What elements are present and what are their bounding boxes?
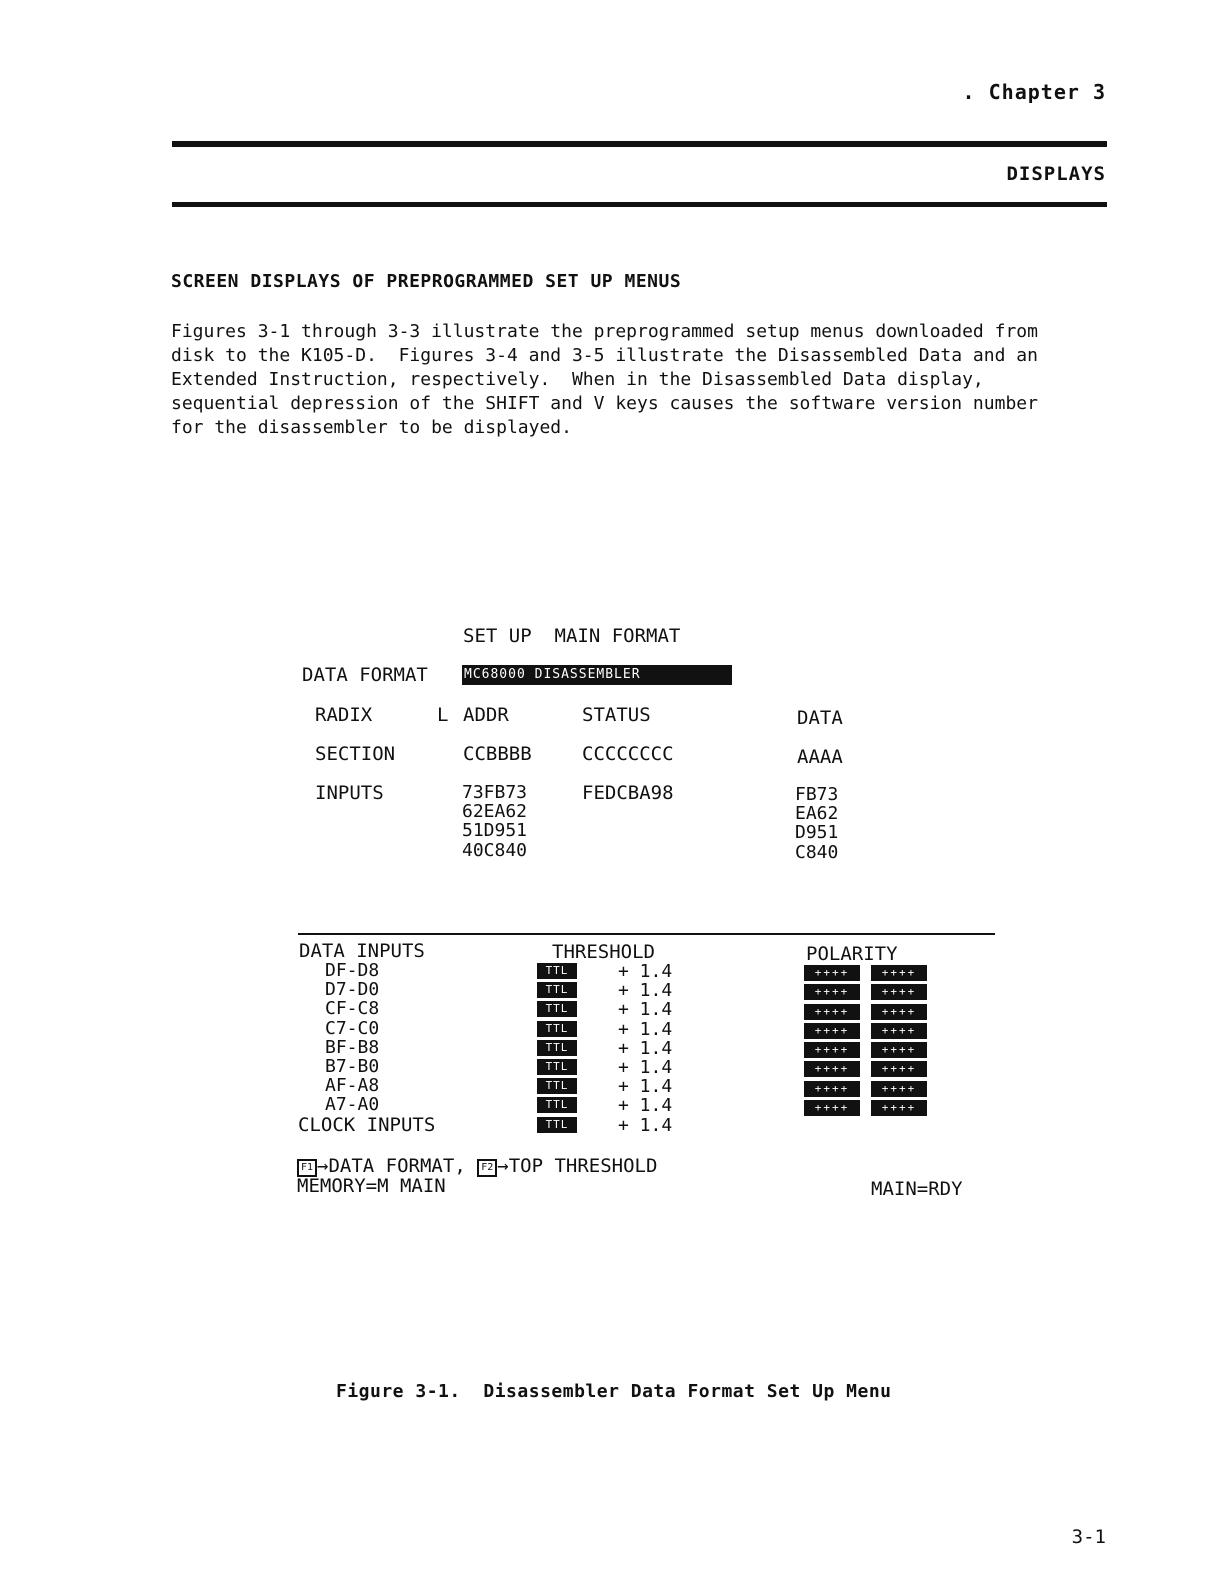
figure-caption: Figure 3-1. Disassembler Data Format Set Up Menu <box>336 1381 892 1402</box>
section-label: SECTION <box>315 743 396 765</box>
threshold-value: + 1.4 <box>618 1095 673 1117</box>
intro-line: disk to the K105-D. Figures 3-4 and 3-5 illustrate the Disassembled Data and an <box>171 345 1038 366</box>
polarity-field[interactable]: ++++ <box>804 984 860 1000</box>
polarity-field[interactable]: ++++ <box>804 1061 860 1077</box>
intro-line: for the disassembler to be displayed. <box>171 417 572 438</box>
input-channel-name: B7-B0 <box>325 1056 380 1078</box>
threshold-value: + 1.4 <box>618 1057 673 1079</box>
polarity-field[interactable]: ++++ <box>871 1023 927 1039</box>
intro-line: Figures 3-1 through 3-3 illustrate the preprogrammed setup menus downloaded from <box>171 321 1038 342</box>
input-channel-name: DF-D8 <box>325 960 380 981</box>
f2-key[interactable]: F2 <box>477 1159 497 1177</box>
inputs-data-value: C840 <box>795 841 839 863</box>
logic-family-field[interactable]: TTL <box>537 963 577 979</box>
logic-family-field[interactable]: TTL <box>537 1040 577 1056</box>
screen-divider <box>298 933 995 935</box>
input-channel-name: A7-A0 <box>325 1094 380 1116</box>
logic-family-field[interactable]: TTL <box>537 1097 577 1113</box>
inputs-addr-value: 40C840 <box>462 839 528 861</box>
section-addr: CCBBBB <box>463 743 532 765</box>
function-key-prompt <box>297 1155 657 1177</box>
input-channel-name: D7-D0 <box>325 979 380 1001</box>
f1-action: →DATA FORMAT, <box>317 1155 466 1177</box>
input-channel-list <box>325 961 379 1115</box>
inputs-addr-value: 51D951 <box>462 820 528 842</box>
threshold-value: + 1.4 <box>618 1037 673 1059</box>
section-data: AAAA <box>797 746 843 768</box>
header-rule-top <box>172 141 1107 147</box>
radix-l-value: L <box>437 704 449 726</box>
polarity-field[interactable]: ++++ <box>871 1061 927 1077</box>
inputs-addr-value: 73FB73 <box>462 782 528 803</box>
inputs-status: FEDCBA98 <box>582 782 674 804</box>
radix-label: RADIX <box>315 704 373 726</box>
polarity-field[interactable]: ++++ <box>871 965 927 981</box>
f2-action: →TOP THRESHOLD <box>497 1155 658 1177</box>
polarity-field[interactable]: ++++ <box>871 1081 927 1097</box>
ready-status: MAIN=RDY <box>871 1178 963 1200</box>
chapter-label: . Chapter 3 <box>962 80 1106 104</box>
header-rule-bottom <box>172 202 1107 207</box>
screen-title: SET UP MAIN FORMAT <box>463 625 681 647</box>
threshold-value: + 1.4 <box>618 980 673 1002</box>
polarity-field[interactable]: ++++ <box>871 1004 927 1020</box>
clock-threshold-value: + 1.4 <box>618 1114 673 1136</box>
data-format-label: DATA FORMAT <box>302 664 428 686</box>
intro-paragraph <box>171 320 1111 440</box>
threshold-value: + 1.4 <box>618 999 673 1021</box>
polarity-field[interactable]: ++++ <box>804 1100 860 1116</box>
polarity-field[interactable]: ++++ <box>871 1042 927 1058</box>
addr-column-header: ADDR <box>463 704 509 726</box>
polarity-field[interactable]: ++++ <box>804 1023 860 1039</box>
polarity-field[interactable]: ++++ <box>804 1081 860 1097</box>
status-column-header: STATUS <box>582 704 651 726</box>
threshold-value: + 1.4 <box>618 961 673 982</box>
input-channel-name: AF-A8 <box>325 1075 380 1097</box>
logic-family-column <box>537 963 577 1136</box>
threshold-value: + 1.4 <box>618 1076 673 1098</box>
data-column-header: DATA <box>797 707 843 729</box>
inputs-addr-list <box>462 783 527 860</box>
clock-inputs-label: CLOCK INPUTS <box>298 1114 436 1136</box>
intro-line: sequential depression of the SHIFT and V keys causes the software version number <box>171 393 1038 414</box>
logic-family-field[interactable]: TTL <box>537 1078 577 1094</box>
inputs-data-value: EA62 <box>795 803 839 825</box>
input-channel-name: BF-B8 <box>325 1036 380 1058</box>
polarity-field[interactable]: ++++ <box>804 965 860 981</box>
logic-family-field[interactable]: TTL <box>537 982 577 998</box>
section-status: CCCCCCCC <box>582 743 674 765</box>
polarity-column-a <box>804 965 860 1119</box>
input-channel-name: C7-C0 <box>325 1017 380 1039</box>
threshold-value: + 1.4 <box>618 1018 673 1040</box>
data-inputs-label: DATA INPUTS <box>299 940 425 962</box>
threshold-label: THRESHOLD <box>552 941 655 963</box>
polarity-column-b <box>871 965 927 1119</box>
logic-family-field[interactable]: TTL <box>537 1021 577 1037</box>
polarity-field[interactable]: ++++ <box>871 1100 927 1116</box>
page-number: 3-1 <box>1071 1526 1106 1548</box>
data-format-value[interactable]: MC68000 DISASSEMBLER <box>462 665 732 685</box>
inputs-data-value: FB73 <box>795 784 839 805</box>
section-heading: SCREEN DISPLAYS OF PREPROGRAMMED SET UP MENUS <box>171 271 682 292</box>
polarity-label: POLARITY <box>806 943 898 965</box>
inputs-data-value: D951 <box>795 822 839 844</box>
threshold-value-list <box>618 962 672 1135</box>
polarity-field[interactable]: ++++ <box>804 1042 860 1058</box>
inputs-addr-value: 62EA62 <box>462 801 528 823</box>
polarity-field[interactable]: ++++ <box>871 984 927 1000</box>
logic-family-field[interactable]: TTL <box>537 1059 577 1075</box>
memory-status: MEMORY=M MAIN <box>297 1175 446 1197</box>
section-title: DISPLAYS <box>1006 163 1106 185</box>
inputs-data-list <box>795 785 838 862</box>
inputs-label: INPUTS <box>315 782 384 804</box>
clock-logic-family-field[interactable]: TTL <box>537 1117 577 1133</box>
polarity-field[interactable]: ++++ <box>804 1004 860 1020</box>
input-channel-name: CF-C8 <box>325 998 380 1020</box>
logic-family-field[interactable]: TTL <box>537 1001 577 1017</box>
f1-key[interactable]: F1 <box>297 1159 317 1177</box>
intro-line: Extended Instruction, respectively. When in the Disassembled Data display, <box>171 369 984 390</box>
